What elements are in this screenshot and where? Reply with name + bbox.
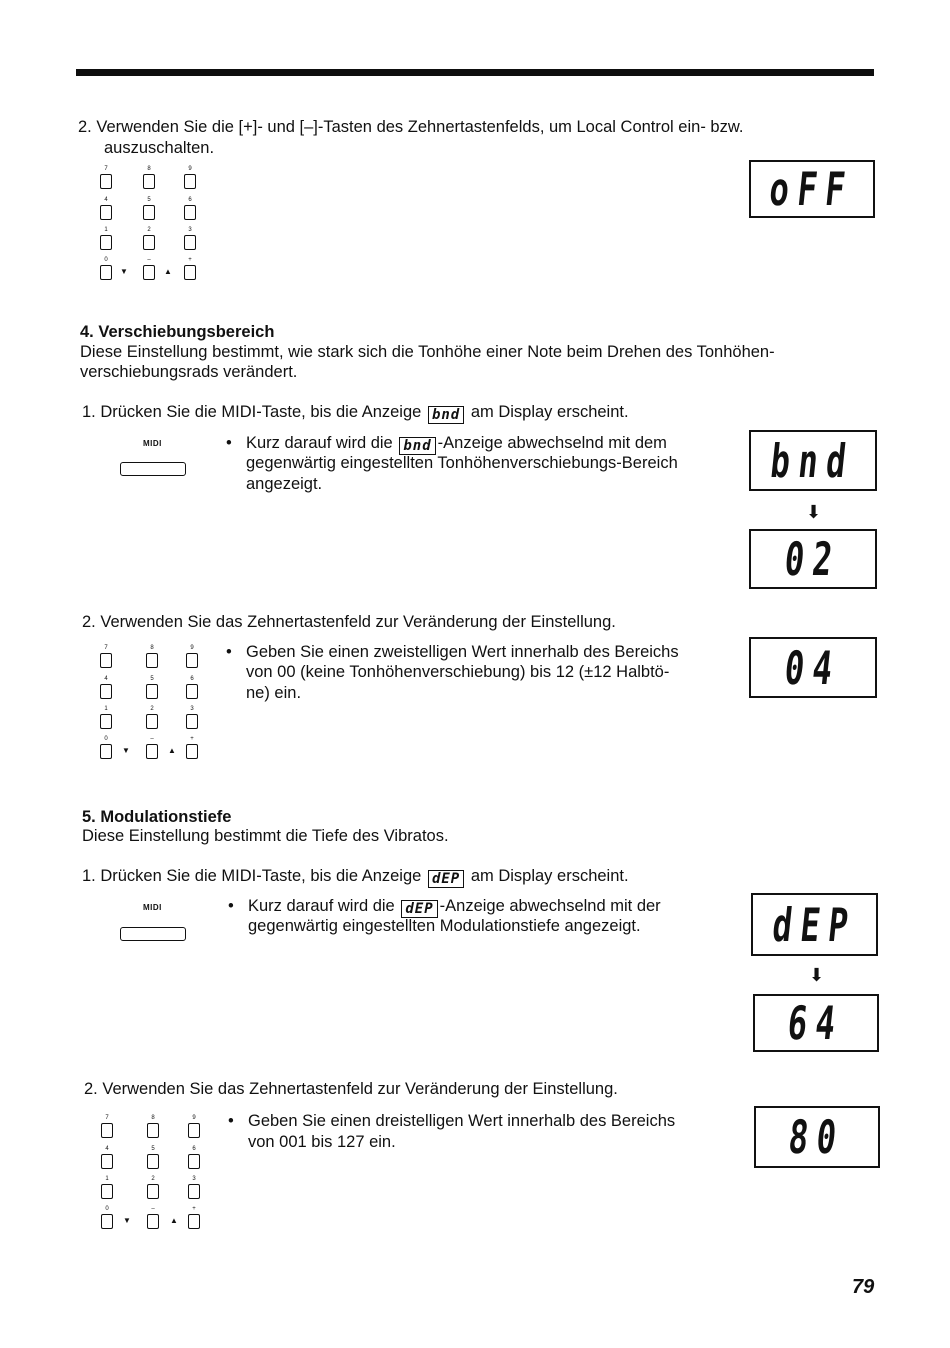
key-6[interactable] <box>188 1154 200 1169</box>
midi-button[interactable] <box>120 927 186 941</box>
key-minus[interactable] <box>147 1214 159 1229</box>
key-2[interactable] <box>146 714 158 729</box>
key-9[interactable] <box>184 174 196 189</box>
inline-display: dEP <box>428 870 464 888</box>
key-4[interactable] <box>100 684 112 699</box>
key-minus[interactable] <box>146 744 158 759</box>
key-6[interactable] <box>184 205 196 220</box>
section-desc-cont: verschiebungsrads verändert. <box>80 363 298 381</box>
inline-display: dEP <box>401 900 437 918</box>
key-0[interactable] <box>101 1214 113 1229</box>
bullet-text-cont: von 001 bis 127 ein. <box>248 1133 396 1151</box>
section-desc: Diese Einstellung bestimmt die Tiefe des Vibratos. <box>82 827 449 845</box>
lcd-display: 80 <box>754 1106 880 1168</box>
step-text: 2. Verwenden Sie die [+]- und [–]-Tasten des Zehnertastenfelds, um Local Control ein- bzw. <box>78 118 744 136</box>
step-text: 2. Verwenden Sie das Zehnertastenfeld zur Veränderung der Einstellung. <box>82 613 616 631</box>
key-4[interactable] <box>100 205 112 220</box>
key-5[interactable] <box>147 1154 159 1169</box>
lcd-display: 64 <box>753 994 879 1052</box>
key-plus[interactable] <box>184 265 196 280</box>
section-heading: 4. Verschiebungsbereich <box>80 323 275 341</box>
key-0[interactable] <box>100 744 112 759</box>
key-2[interactable] <box>147 1184 159 1199</box>
bullet-dot: • <box>226 643 232 661</box>
bullet-text: Geben Sie einen zweistelligen Wert innerhalb des Bereichs <box>246 643 679 661</box>
key-3[interactable] <box>188 1184 200 1199</box>
inline-display: bnd <box>428 406 464 424</box>
bullet-text: Geben Sie einen dreistelligen Wert innerhalb des Bereichs <box>248 1112 676 1130</box>
key-5[interactable] <box>146 684 158 699</box>
down-arrow-icon: ⬇ <box>809 965 825 985</box>
step-text: 1. Drücken Sie die MIDI-Taste, bis die Anzeige dEP am Display erscheint. <box>82 867 629 887</box>
section-heading: 5. Modulationstiefe <box>82 808 232 826</box>
step-text: 2. Verwenden Sie das Zehnertastenfeld zur Veränderung der Einstellung. <box>84 1080 618 1098</box>
key-4[interactable] <box>101 1154 113 1169</box>
lcd-display: 04 <box>749 637 877 698</box>
key-8[interactable] <box>146 653 158 668</box>
midi-label: MIDI <box>143 439 162 448</box>
numeric-keypad: 7 8 9 4 5 6 1 2 3 0 – + ▼ ▲ <box>100 166 210 286</box>
down-arrow-icon: ⬇ <box>806 502 822 522</box>
key-8[interactable] <box>143 174 155 189</box>
key-9[interactable] <box>188 1123 200 1138</box>
step-text-cont: auszuschalten. <box>104 139 215 157</box>
key-3[interactable] <box>186 714 198 729</box>
section-desc: Diese Einstellung bestimmt, wie stark sich die Tonhöhe einer Note beim Drehen des Tonhöhen- <box>80 343 775 361</box>
bullet-text: Kurz darauf wird die bnd -Anzeige abwechselnd mit dem <box>246 434 667 454</box>
midi-label: MIDI <box>143 903 162 912</box>
key-0[interactable] <box>100 265 112 280</box>
key-2[interactable] <box>143 235 155 250</box>
key-1[interactable] <box>100 235 112 250</box>
page-number: 79 <box>852 1276 875 1298</box>
key-3[interactable] <box>184 235 196 250</box>
numeric-keypad: 7 8 9 4 5 6 1 2 3 0 – + ▼ ▲ <box>100 645 210 765</box>
key-9[interactable] <box>186 653 198 668</box>
lcd-display: bnd <box>749 430 877 491</box>
bullet-dot: • <box>228 897 234 915</box>
key-1[interactable] <box>101 1184 113 1199</box>
inline-display: bnd <box>399 437 435 455</box>
key-7[interactable] <box>100 653 112 668</box>
key-minus[interactable] <box>143 265 155 280</box>
step-text: 1. Drücken Sie die MIDI-Taste, bis die Anzeige bnd am Display erscheint. <box>82 403 629 423</box>
lcd-display: dEP <box>751 893 878 956</box>
bullet-text-cont: von 00 (keine Tonhöhenverschiebung) bis 12 (±12 Halbtö- <box>246 663 670 681</box>
key-1[interactable] <box>100 714 112 729</box>
lcd-display: 02 <box>749 529 877 589</box>
key-5[interactable] <box>143 205 155 220</box>
key-plus[interactable] <box>186 744 198 759</box>
bullet-dot: • <box>226 434 232 452</box>
bullet-text: Kurz darauf wird die dEP -Anzeige abwechselnd mit der <box>248 897 661 917</box>
bullet-dot: • <box>228 1112 234 1130</box>
top-rule <box>76 69 874 76</box>
key-plus[interactable] <box>188 1214 200 1229</box>
bullet-text-cont: gegenwärtig eingestellten Modulationstiefe angezeigt. <box>248 917 641 935</box>
key-7[interactable] <box>100 174 112 189</box>
lcd-display: oFF <box>749 160 875 218</box>
bullet-text-cont: angezeigt. <box>246 475 323 493</box>
bullet-text-cont: ne) ein. <box>246 684 302 702</box>
key-6[interactable] <box>186 684 198 699</box>
bullet-text-cont: gegenwärtig eingestellten Tonhöhenverschiebungs-Bereich <box>246 454 678 472</box>
midi-button[interactable] <box>120 462 186 476</box>
numeric-keypad: 7 8 9 4 5 6 1 2 3 0 – + ▼ ▲ <box>101 1115 211 1235</box>
key-7[interactable] <box>101 1123 113 1138</box>
key-8[interactable] <box>147 1123 159 1138</box>
